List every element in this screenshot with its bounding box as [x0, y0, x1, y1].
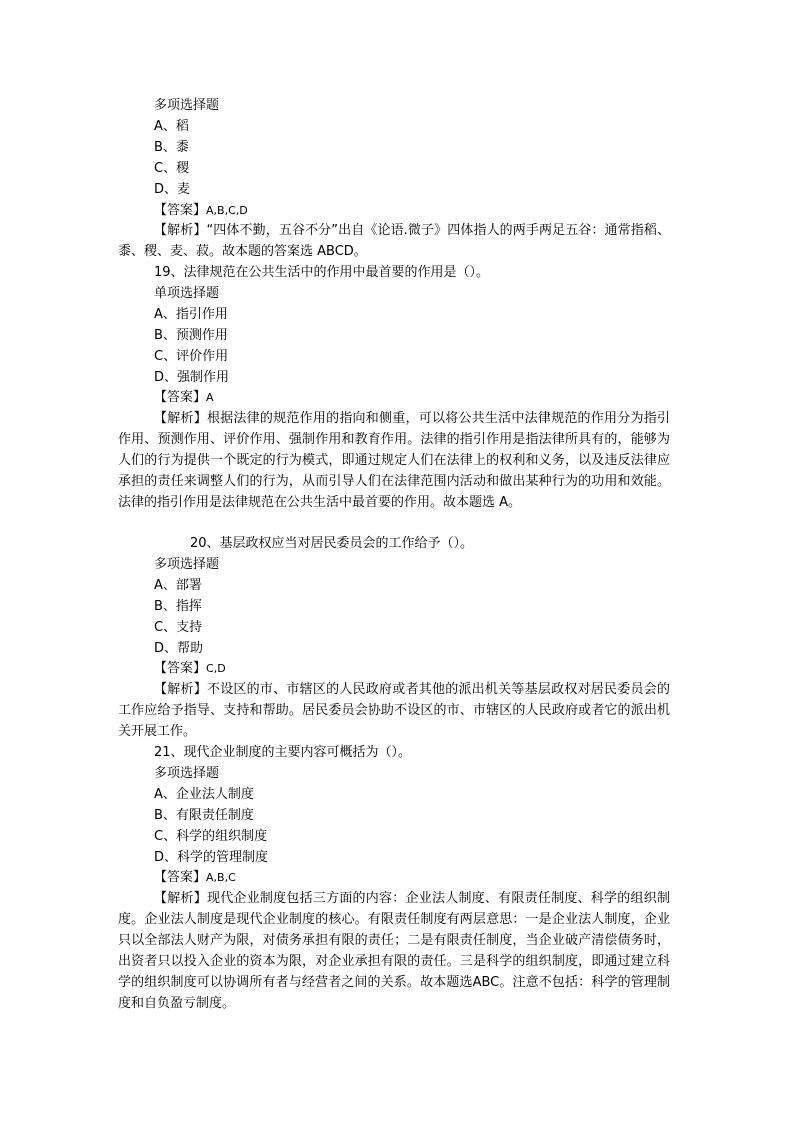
option-d: D、帮助	[154, 640, 204, 656]
question-type: 多项选择题	[154, 765, 220, 781]
answer-line	[118, 659, 670, 680]
answer-value: C,D	[206, 662, 226, 676]
option-a: A、稻	[154, 118, 189, 134]
answer-value: A,B,C	[206, 871, 236, 885]
option-b: B、预测作用	[154, 327, 228, 343]
analysis-text: 现代企业制度包括三方面的内容：企业法人制度、有限责任制度、科学的组织制度。企业法人制度是现代企业制度的核心。有限责任制度有两层意思：一是企业法人制度，企业只以全部法人财产为限，对债务承担有限的责任；二是有限责任制度，当企业破产清偿债务时，出资者只以投入企业的资本为限，对企业承担有限的责任。三是科学的组织制度，即通过建立科学的组织制度可以协调所有者与经营者之间的关系。故本题选ABC。注意不包括：科学的管理制度和自负盈亏制度。	[118, 891, 670, 1011]
analysis-paragraph	[118, 409, 670, 514]
question-type: 多项选择题	[154, 556, 220, 572]
answer-label: 【答案】	[154, 202, 207, 218]
option-c: C、评价作用	[154, 348, 229, 364]
option-d: D、强制作用	[154, 369, 230, 385]
analysis-text: 根据法律的规范作用的指向和侧重，可以将公共生活中法律规范的作用分为指引作用、预测作用、评价作用、强制作用和教育作用。法律的指引作用是指法律所具有的，能够为人们的行为提供一个既定的行为模式，即通过规定人们在法律上的权利和义务，以及违反法律应承担的责任来调整人们的行为，从而引导人们在法律范围内活动和做出某种行为的功用和效能。法律的指引作用是法律规范在公共生活中最首要的作用。故本题选 A。	[118, 411, 670, 510]
analysis-paragraph	[118, 221, 670, 263]
option-c: C、稷	[154, 160, 190, 176]
option-a: A、指引作用	[154, 306, 228, 322]
option-a: A、企业法人制度	[154, 786, 254, 802]
option-b: B、黍	[154, 139, 189, 155]
option-d: D、麦	[154, 181, 191, 197]
option-c: C、支持	[154, 619, 203, 635]
answer-line	[118, 868, 670, 889]
analysis-label: 【解析】	[154, 682, 207, 698]
answer-label: 【答案】	[154, 390, 207, 406]
question-18-block	[118, 96, 670, 263]
analysis-text: 不设区的市、市辖区的人民政府或者其他的派出机关等基层政权对居民委员会的工作应给予指导、支持和帮助。居民委员会协助不设区的市、市辖区的人民政府或者它的派出机关开展工作。	[118, 682, 670, 740]
question-19-block	[118, 263, 670, 514]
option-a: A、部署	[154, 577, 202, 593]
question-20-block	[118, 534, 670, 743]
answer-value: A,B,C,D	[206, 203, 248, 217]
analysis-paragraph	[118, 680, 670, 743]
answer-line	[118, 388, 670, 409]
option-d: D、科学的管理制度	[154, 849, 269, 865]
analysis-paragraph	[118, 889, 670, 1014]
question-type: 单项选择题	[154, 285, 220, 301]
analysis-label: 【解析】	[154, 223, 207, 239]
answer-value: A	[206, 391, 214, 405]
option-b: B、指挥	[154, 598, 202, 614]
answer-line	[118, 201, 670, 222]
analysis-text: “四体不勤，五谷不分”出自《论语.微子》四体指人的两手两足五谷：通常指稻、黍、稷、麦、菽。故本题的答案选 ABCD。	[118, 223, 670, 260]
question-type: 多项选择题	[154, 98, 220, 113]
analysis-label: 【解析】	[154, 411, 207, 427]
question-text: 20、基层政权应当对居民委员会的工作给予（）。	[190, 536, 474, 551]
answer-label: 【答案】	[154, 661, 207, 677]
option-b: B、有限责任制度	[154, 807, 254, 823]
option-c: C、科学的组织制度	[154, 828, 268, 844]
analysis-label: 【解析】	[154, 891, 207, 907]
question-text: 19、法律规范在公共生活中的作用中最首要的作用是（）。	[154, 265, 490, 280]
answer-label: 【答案】	[154, 870, 207, 886]
question-21-block	[118, 743, 670, 1015]
question-text: 21、现代企业制度的主要内容可概括为（）。	[154, 745, 412, 760]
